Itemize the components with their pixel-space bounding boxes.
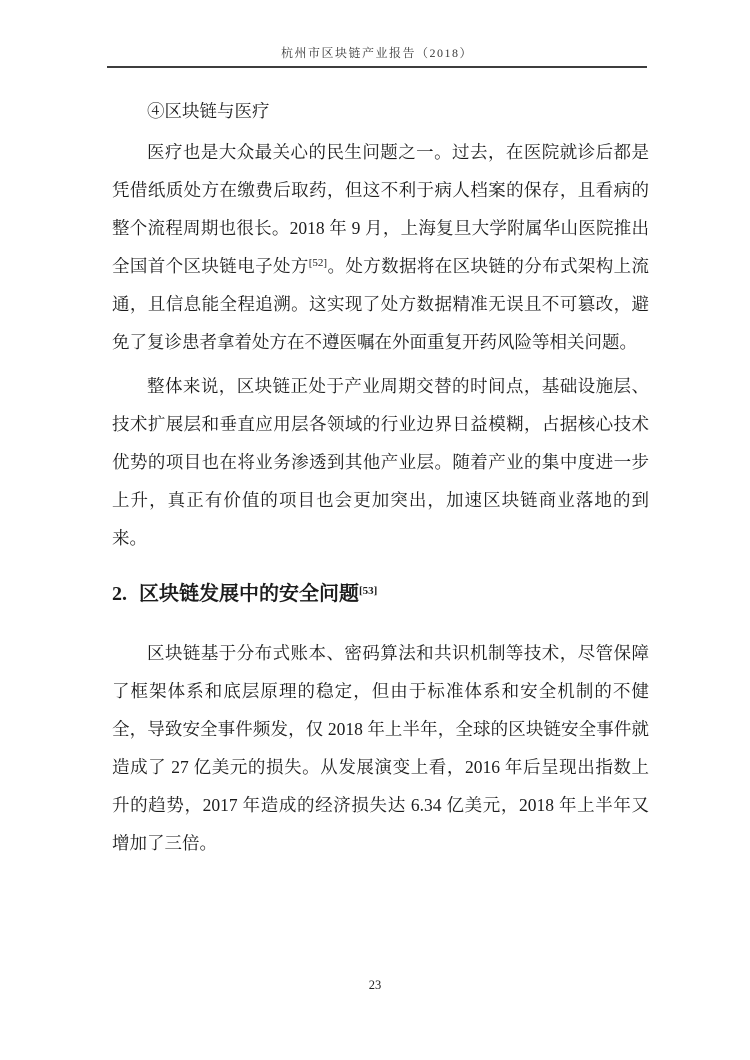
paragraph-security-events: 区块链基于分布式账本、密码算法和共识机制等技术，尽管保障了框架体系和底层原理的稳定，但由于标准体系和安全机制的不健全，导致安全事件频发，仅 2018 年上半年，全球的区块链安全事件就造成了 27 亿美元的损失。从发展演变上看，2016 年后呈现出指数上升的趋势，2017 年造成的经济损失达 6.34 亿美元，2018 年上半年又增加了三倍。	[112, 643, 649, 853]
paragraph-medical-text-before-ref: 医疗也是大众最关心的民生问题之一。过去，在医院就诊后都是凭借纸质处方在缴费后取药，但这不利于病人档案的保存，且看病的整个流程周期也很长。2018 年 9 月，上海复旦大学附属华山医院推出全国首个区块链电子处方	[112, 142, 649, 276]
page-footer	[0, 978, 750, 993]
document-body	[112, 0, 649, 862]
section-heading-blockchain-medical: ④区块链与医疗	[147, 101, 270, 121]
footnote-ref-52: [52]	[308, 256, 328, 269]
footnote-ref-53: [53]	[359, 584, 378, 597]
heading-number: 2.	[112, 583, 127, 605]
paragraph-medical-text-after-ref: 。处方数据将在区块链的分布式架构上流通，且信息能全程追溯。这实现了处方数据精准无误且不可篡改，避免了复诊患者拿着处方在不遵医嘱在外面重复开药风险等相关问题。	[112, 256, 650, 352]
heading-security-issues	[112, 579, 649, 609]
paragraph-medical	[112, 133, 649, 361]
heading-text: 区块链发展中的安全问题	[139, 583, 359, 605]
header-title: 杭州市区块链产业报告（2018）	[280, 46, 473, 60]
page-number: 23	[368, 978, 382, 992]
paragraph-industry-cycle: 整体来说，区块链正处于产业周期交替的时间点，基础设施层、技术扩展层和垂直应用层各领域的行业边界日益模糊，占据核心技术优势的项目也在将业务渗透到其他产业层。随着产业的集中度进一步上升，真正有价值的项目也会更加突出，加速区块链商业落地的到来。	[112, 376, 649, 548]
